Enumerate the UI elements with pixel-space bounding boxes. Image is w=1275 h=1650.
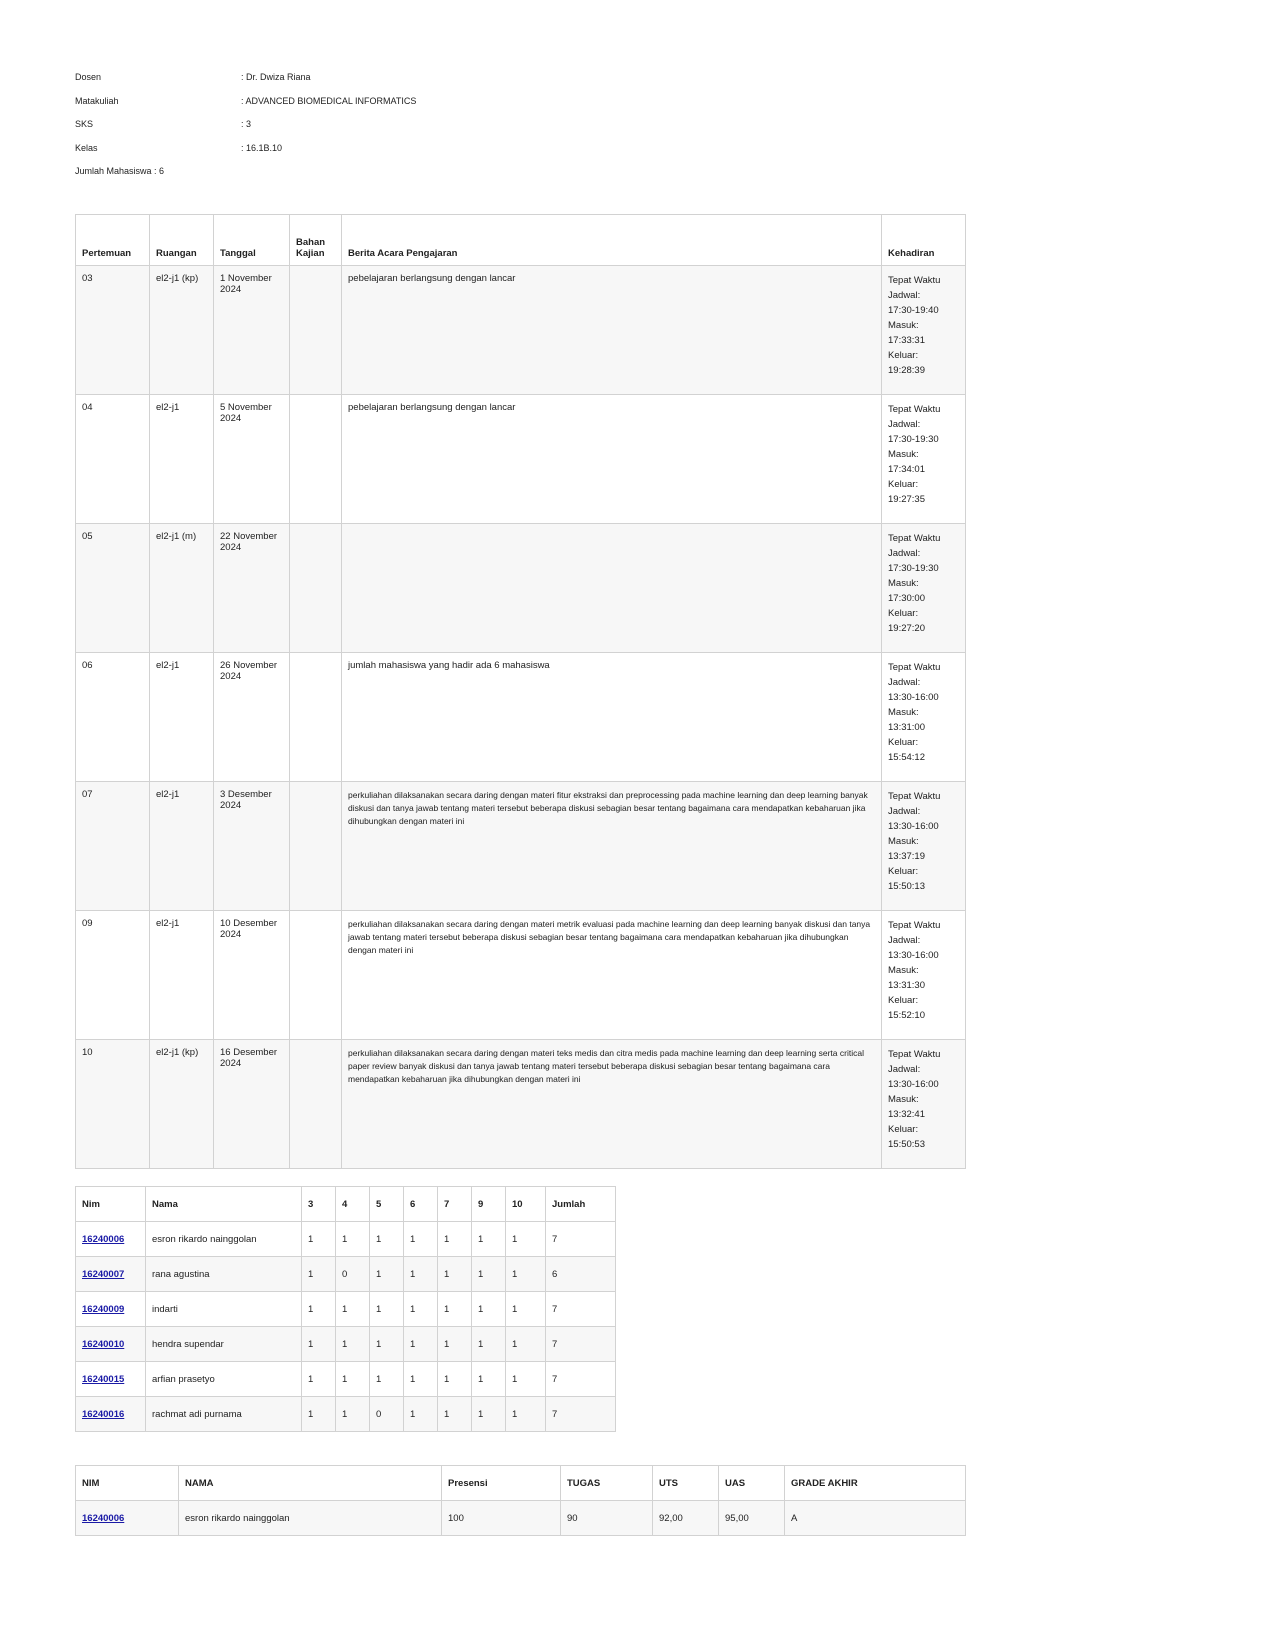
- meeting-number: 07: [76, 782, 150, 911]
- nim-cell: [76, 1292, 146, 1327]
- attendance-line: Masuk:: [888, 578, 919, 589]
- meeting-number: 06: [76, 653, 150, 782]
- attendance-value: 1: [472, 1397, 506, 1432]
- info-label: Dosen: [75, 72, 102, 82]
- attendance-value: 1: [302, 1327, 336, 1362]
- student-row: [76, 1222, 616, 1257]
- column-header: 5: [370, 1187, 404, 1222]
- attendance-line: Keluar:: [888, 350, 919, 361]
- column-header: Tanggal: [214, 215, 290, 266]
- attendance-total: 6: [546, 1257, 616, 1292]
- grade-uas: 95,00: [719, 1501, 785, 1536]
- student-nim-link[interactable]: 16240015: [82, 1373, 125, 1385]
- info-label: Jumlah Mahasiswa : 6: [75, 166, 165, 176]
- attendance-line: 17:30:00: [888, 593, 925, 604]
- column-header: 7: [438, 1187, 472, 1222]
- meetings-header-row: [76, 215, 966, 266]
- grade-final: A: [785, 1501, 966, 1536]
- attendance-line: 15:54:12: [888, 752, 925, 763]
- attendance-line: Keluar:: [888, 995, 919, 1006]
- meeting-report: [342, 524, 882, 653]
- attendance-line: 17:30-19:30: [888, 563, 939, 574]
- meeting-date: 16 Desember 2024: [214, 1040, 290, 1169]
- attendance-total: 7: [546, 1292, 616, 1327]
- meeting-row: [76, 395, 966, 524]
- attendance-value: 1: [472, 1327, 506, 1362]
- attendance-line: Tepat Waktu: [888, 1049, 941, 1060]
- meeting-attendance: [882, 395, 966, 524]
- attendance-value: 1: [438, 1362, 472, 1397]
- meeting-material: [290, 1040, 342, 1169]
- meeting-date: 26 November 2024: [214, 653, 290, 782]
- column-header: Ruangan: [150, 215, 214, 266]
- student-name: hendra supendar: [146, 1327, 302, 1362]
- info-value: : ADVANCED BIOMEDICAL INFORMATICS: [241, 95, 417, 106]
- attendance-value: 1: [472, 1257, 506, 1292]
- student-nim-link[interactable]: 16240006: [82, 1512, 125, 1524]
- attendance-value: 1: [438, 1292, 472, 1327]
- attendance-line: 13:30-16:00: [888, 821, 939, 832]
- column-header: 9: [472, 1187, 506, 1222]
- attendance-value: 1: [336, 1222, 370, 1257]
- attendance-value: 1: [302, 1292, 336, 1327]
- meetings-table: [75, 214, 966, 1169]
- column-header: Nama: [146, 1187, 302, 1222]
- meeting-attendance: [882, 1040, 966, 1169]
- attendance-total: 7: [546, 1222, 616, 1257]
- column-header: 10: [506, 1187, 546, 1222]
- meeting-room: el2-j1: [150, 395, 214, 524]
- attendance-line: Tepat Waktu: [888, 404, 941, 415]
- attendance-line: Masuk:: [888, 1094, 919, 1105]
- column-header: Presensi: [442, 1466, 561, 1501]
- attendance-value: 1: [506, 1257, 546, 1292]
- meeting-report: perkuliahan dilaksanakan secara daring dengan materi fitur ekstraksi dan preprocessing pada machine learning dan deep learning banyak diskusi dan tanya jawab tentang materi tersebut beberapa diskusi sebagian besar tentang bagaimana cara mendapatkan kebaharuan jika dihubungkan dengan materi ini: [342, 782, 882, 911]
- attendance-line: 15:50:53: [888, 1139, 925, 1150]
- attendance-line: Jadwal:: [888, 419, 921, 430]
- nim-cell: [76, 1501, 179, 1536]
- grade-tugas: 90: [561, 1501, 653, 1536]
- info-label: Matakuliah: [75, 95, 119, 106]
- attendance-value: 1: [506, 1292, 546, 1327]
- attendance-line: Masuk:: [888, 965, 919, 976]
- nim-cell: [76, 1327, 146, 1362]
- student-row: [76, 1397, 616, 1432]
- grades-header-row: [76, 1466, 966, 1501]
- attendance-line: Keluar:: [888, 479, 919, 490]
- column-header: GRADE AKHIR: [785, 1466, 966, 1501]
- student-name: indarti: [146, 1292, 302, 1327]
- attendance-line: Keluar:: [888, 737, 919, 748]
- meeting-attendance: [882, 266, 966, 395]
- attendance-value: 1: [438, 1222, 472, 1257]
- meeting-date: 10 Desember 2024: [214, 911, 290, 1040]
- meeting-date: 1 November 2024: [214, 266, 290, 395]
- attendance-value: 1: [370, 1222, 404, 1257]
- info-label: SKS: [75, 119, 94, 129]
- column-header: Pertemuan: [76, 215, 150, 266]
- attendance-value: 1: [302, 1397, 336, 1432]
- attendance-value: 1: [506, 1222, 546, 1257]
- attendance-line: 19:28:39: [888, 365, 925, 376]
- meeting-material: [290, 653, 342, 782]
- column-header: Jumlah: [546, 1187, 616, 1222]
- info-value: : Dr. Dwiza Riana: [241, 72, 311, 82]
- attendance-value: 1: [438, 1327, 472, 1362]
- attendance-value: 0: [370, 1397, 404, 1432]
- meeting-number: 10: [76, 1040, 150, 1169]
- meeting-report: perkuliahan dilaksanakan secara daring dengan materi metrik evaluasi pada machine learning dan deep learning banyak diskusi dan tanya jawab tentang materi tersebut beberapa diskusi sebagian besar tentang bagaimana cara mendapatkan kebaharuan jika dihubungkan dengan materi ini: [342, 911, 882, 1040]
- attendance-value: 1: [438, 1397, 472, 1432]
- attendance-value: 1: [336, 1362, 370, 1397]
- meeting-number: 03: [76, 266, 150, 395]
- column-header: Kehadiran: [882, 215, 966, 266]
- attendance-value: 1: [472, 1362, 506, 1397]
- column-header: NIM: [76, 1466, 179, 1501]
- meeting-attendance: [882, 524, 966, 653]
- attendance-value: 1: [404, 1397, 438, 1432]
- grades-table: [75, 1465, 966, 1536]
- meeting-report: pebelajaran berlangsung dengan lancar: [342, 395, 882, 524]
- nim-cell: [76, 1397, 146, 1432]
- attendance-line: 13:32:41: [888, 1109, 925, 1120]
- attendance-value: 1: [302, 1257, 336, 1292]
- attendance-line: Tepat Waktu: [888, 275, 941, 286]
- meeting-number: 09: [76, 911, 150, 1040]
- attendance-line: Jadwal:: [888, 677, 921, 688]
- student-name: rana agustina: [146, 1257, 302, 1292]
- meeting-material: [290, 524, 342, 653]
- meeting-report: pebelajaran berlangsung dengan lancar: [342, 266, 882, 395]
- attendance-line: Jadwal:: [888, 290, 921, 301]
- attendance-value: 1: [370, 1362, 404, 1397]
- student-row: [76, 1362, 616, 1397]
- nim-cell: [76, 1362, 146, 1397]
- attendance-line: 13:30-16:00: [888, 1079, 939, 1090]
- column-header: Nim: [76, 1187, 146, 1222]
- student-nim-link[interactable]: 16240007: [82, 1268, 125, 1280]
- meeting-room: el2-j1 (m): [150, 524, 214, 653]
- attendance-line: Tepat Waktu: [888, 662, 941, 673]
- attendance-line: 13:30-16:00: [888, 692, 939, 703]
- attendance-line: Masuk:: [888, 836, 919, 847]
- attendance-value: 1: [472, 1292, 506, 1327]
- meeting-attendance: [882, 653, 966, 782]
- attendance-table: [75, 1186, 616, 1432]
- meeting-room: el2-j1: [150, 782, 214, 911]
- meeting-material: [290, 266, 342, 395]
- info-label: Kelas: [75, 142, 98, 153]
- attendance-line: Jadwal:: [888, 1064, 921, 1075]
- attendance-value: 1: [336, 1397, 370, 1432]
- column-header: 6: [404, 1187, 438, 1222]
- meeting-row: [76, 1040, 966, 1169]
- attendance-header-row: [76, 1187, 616, 1222]
- grade-presensi: 100: [442, 1501, 561, 1536]
- meeting-date: 3 Desember 2024: [214, 782, 290, 911]
- column-header: 3: [302, 1187, 336, 1222]
- meeting-material: [290, 395, 342, 524]
- attendance-value: 1: [506, 1362, 546, 1397]
- attendance-line: 17:30-19:40: [888, 305, 939, 316]
- meeting-row: [76, 911, 966, 1040]
- attendance-value: 1: [506, 1397, 546, 1432]
- grade-uts: 92,00: [653, 1501, 719, 1536]
- attendance-line: 17:34:01: [888, 464, 925, 475]
- meeting-material: [290, 911, 342, 1040]
- attendance-line: Tepat Waktu: [888, 791, 941, 802]
- attendance-total: 7: [546, 1327, 616, 1362]
- meeting-date: 5 November 2024: [214, 395, 290, 524]
- attendance-value: 1: [506, 1327, 546, 1362]
- attendance-value: 1: [370, 1292, 404, 1327]
- attendance-line: Masuk:: [888, 320, 919, 331]
- student-name: esron rikardo nainggolan: [146, 1222, 302, 1257]
- meeting-report: perkuliahan dilaksanakan secara daring dengan materi teks medis dan citra medis pada machine learning dan deep learning serta critical paper review banyak diskusi dan tanya jawab tentang materi tersebut beberapa diskusi sebagian besar tentang bagaimana cara mendapatkan kebaharuan jika dihubungkan dengan materi ini: [342, 1040, 882, 1169]
- attendance-value: 1: [472, 1222, 506, 1257]
- meeting-room: el2-j1: [150, 911, 214, 1040]
- student-nim-link[interactable]: 16240009: [82, 1303, 125, 1315]
- attendance-value: 1: [302, 1362, 336, 1397]
- meeting-row: [76, 266, 966, 395]
- attendance-value: 0: [336, 1257, 370, 1292]
- attendance-line: 13:31:00: [888, 722, 925, 733]
- attendance-line: Jadwal:: [888, 548, 921, 559]
- nim-cell: [76, 1257, 146, 1292]
- student-name: esron rikardo nainggolan: [179, 1501, 442, 1536]
- meeting-row: [76, 524, 966, 653]
- attendance-line: Jadwal:: [888, 806, 921, 817]
- student-nim-link[interactable]: 16240016: [82, 1408, 125, 1420]
- meeting-number: 05: [76, 524, 150, 653]
- student-nim-link[interactable]: 16240006: [82, 1233, 125, 1245]
- attendance-value: 1: [404, 1327, 438, 1362]
- attendance-line: Tepat Waktu: [888, 533, 941, 544]
- attendance-line: Masuk:: [888, 707, 919, 718]
- grade-row: [76, 1501, 966, 1536]
- attendance-total: 7: [546, 1362, 616, 1397]
- meeting-attendance: [882, 911, 966, 1040]
- attendance-line: Keluar:: [888, 1124, 919, 1135]
- attendance-value: 1: [404, 1222, 438, 1257]
- attendance-value: 1: [370, 1257, 404, 1292]
- student-name: arfian prasetyo: [146, 1362, 302, 1397]
- student-name: rachmat adi purnama: [146, 1397, 302, 1432]
- attendance-value: 1: [404, 1292, 438, 1327]
- meeting-number: 04: [76, 395, 150, 524]
- attendance-value: 1: [336, 1292, 370, 1327]
- meeting-room: el2-j1 (kp): [150, 266, 214, 395]
- attendance-value: 1: [404, 1362, 438, 1397]
- nim-cell: [76, 1222, 146, 1257]
- attendance-line: 17:30-19:30: [888, 434, 939, 445]
- meeting-attendance: [882, 782, 966, 911]
- attendance-line: Keluar:: [888, 866, 919, 877]
- meeting-room: el2-j1: [150, 653, 214, 782]
- column-header: UTS: [653, 1466, 719, 1501]
- column-header: UAS: [719, 1466, 785, 1501]
- attendance-value: 1: [438, 1257, 472, 1292]
- meeting-row: [76, 653, 966, 782]
- attendance-value: 1: [302, 1222, 336, 1257]
- attendance-line: 13:37:19: [888, 851, 925, 862]
- student-row: [76, 1327, 616, 1362]
- meeting-material: [290, 782, 342, 911]
- attendance-line: Jadwal:: [888, 935, 921, 946]
- column-header: Bahan Kajian: [290, 215, 342, 266]
- attendance-line: Tepat Waktu: [888, 920, 941, 931]
- attendance-line: Keluar:: [888, 608, 919, 619]
- attendance-line: 13:31:30: [888, 980, 925, 991]
- attendance-value: 1: [336, 1327, 370, 1362]
- column-header: TUGAS: [561, 1466, 653, 1501]
- meeting-room: el2-j1 (kp): [150, 1040, 214, 1169]
- attendance-line: Masuk:: [888, 449, 919, 460]
- info-value: : 16.1B.10: [241, 142, 283, 153]
- info-value: : 3: [241, 119, 252, 129]
- meeting-row: [76, 782, 966, 911]
- attendance-line: 15:50:13: [888, 881, 925, 892]
- column-header: NAMA: [179, 1466, 442, 1501]
- student-row: [76, 1257, 616, 1292]
- column-header: 4: [336, 1187, 370, 1222]
- student-row: [76, 1292, 616, 1327]
- column-header: Berita Acara Pengajaran: [342, 215, 882, 266]
- attendance-value: 1: [370, 1327, 404, 1362]
- attendance-line: 15:52:10: [888, 1010, 925, 1021]
- attendance-value: 1: [404, 1257, 438, 1292]
- attendance-line: 19:27:20: [888, 623, 925, 634]
- attendance-line: 13:30-16:00: [888, 950, 939, 961]
- attendance-line: 17:33:31: [888, 335, 925, 346]
- attendance-total: 7: [546, 1397, 616, 1432]
- meeting-report: jumlah mahasiswa yang hadir ada 6 mahasiswa: [342, 653, 882, 782]
- meeting-date: 22 November 2024: [214, 524, 290, 653]
- attendance-line: 19:27:35: [888, 494, 925, 505]
- student-nim-link[interactable]: 16240010: [82, 1338, 125, 1350]
